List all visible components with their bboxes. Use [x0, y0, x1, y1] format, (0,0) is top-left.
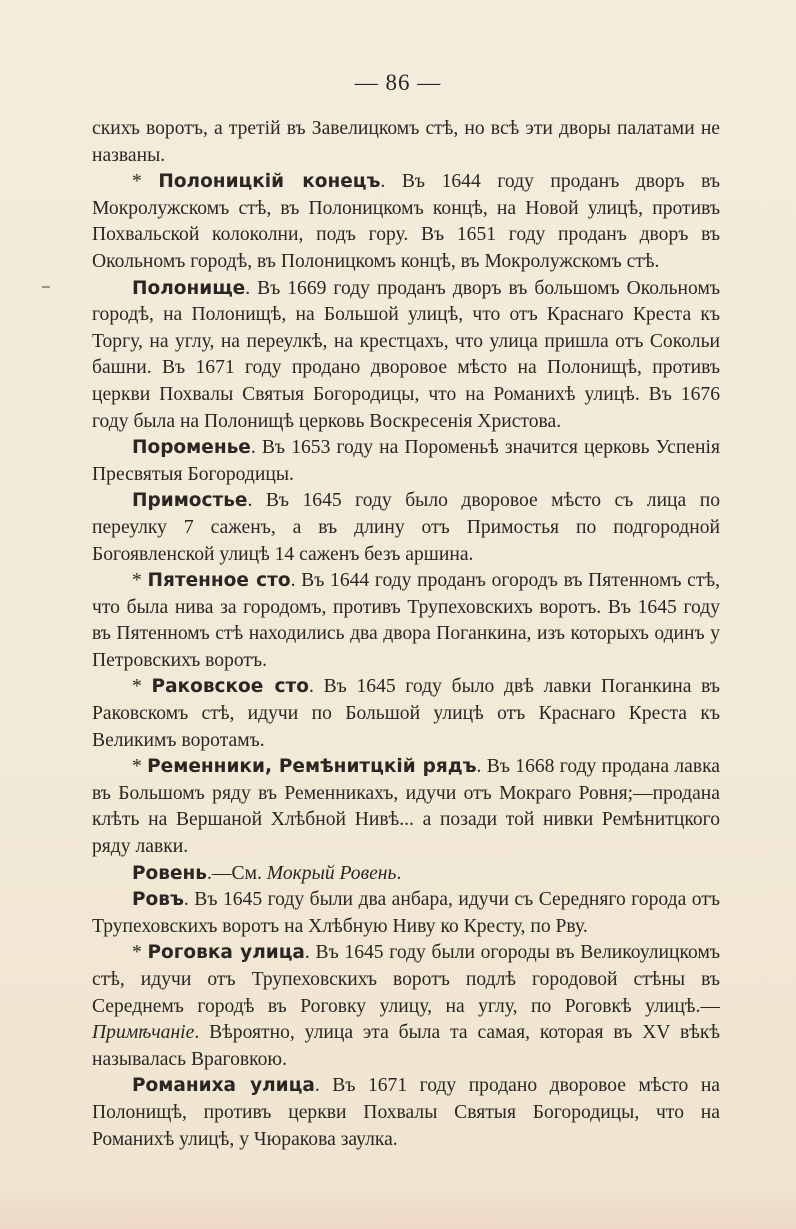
paragraph-text: *: [132, 942, 148, 964]
paper-edge-tint: [0, 1189, 796, 1229]
paragraph: [92, 169, 720, 275]
paragraph-text: . Въ 1644 году проданъ дворъ въ Мокролужскомъ стѣ, въ Полоницкомъ концѣ, на Новой улицѣ, противъ Похвальской колоколни, подъ гору. Въ 1651 году проданъ дворъ въ Окольномъ городѣ, въ Полоницкомъ концѣ, въ Мокролужскомъ стѣ.: [92, 171, 720, 272]
paragraph: [92, 1073, 720, 1153]
paragraph: [92, 276, 720, 436]
italic-reference: Примѣчаніе: [92, 1022, 195, 1044]
paragraph: [92, 488, 720, 568]
paragraph-text: *: [132, 171, 159, 193]
body-text: [92, 116, 720, 1153]
paragraph: [92, 940, 720, 1073]
entry-heading: Примостье: [132, 490, 248, 512]
paragraph: [92, 116, 720, 169]
entry-heading: Ровень: [132, 862, 208, 884]
paragraph-text: *: [132, 570, 148, 592]
entry-heading: Ровъ: [132, 889, 184, 911]
paragraph-text: *: [132, 676, 152, 698]
paragraph: [92, 861, 720, 888]
entry-heading: Ременники, Ремѣнитцкій рядъ: [147, 756, 477, 778]
paragraph-text: . Въ 1645 году были огороды въ Великоулицкомъ стѣ, идучи отъ Трупеховскихъ воротъ подлѣ городовой стѣны въ Середнемъ городѣ въ Роговку улицу, на углу, по Роговкѣ улицѣ.—: [92, 942, 720, 1017]
paragraph-text: .: [396, 862, 402, 884]
entry-heading: Раковское сто: [151, 676, 309, 698]
entry-heading: Полонище: [132, 277, 246, 299]
paragraph: [92, 435, 720, 488]
paragraph-text: . Въ 1644 году проданъ огородъ въ Пятенномъ стѣ, что была нива за городомъ, противъ Трупеховскихъ воротъ. Въ 1645 году въ Пятенномъ стѣ находились два двора Поганкина, изъ которыхъ одинъ у Петровскихъ воротъ.: [92, 570, 720, 671]
entry-heading: Романиха улица: [132, 1075, 315, 1097]
paragraph-text: скихъ воротъ, а третій въ Завелицкомъ стѣ, но всѣ эти дворы палатами не названы.: [92, 118, 720, 166]
paragraph-text: . Въ 1645 году были два анбара, идучи съ Середняго города отъ Трупеховскихъ воротъ на Хлѣбную Ниву ко Кресту, по Рву.: [92, 889, 720, 937]
paragraph-text: . Въ 1645 году было двѣ лавки Поганкина въ Раковскомъ стѣ, идучи по Большой улицѣ отъ Краснаго Креста къ Великимъ воротамъ.: [92, 676, 720, 751]
paragraph: [92, 887, 720, 940]
entry-heading: Пятенное сто: [147, 570, 291, 592]
paragraph-text: .—См.: [207, 862, 267, 884]
paragraph-text: . Въ 1645 году было дворовое мѣсто съ лица по переулку 7 саженъ, а въ длину отъ Примостья по подгородной Богоявленской улицѣ 14 саженъ безъ аршина.: [92, 490, 720, 565]
paragraph-text: . Въ 1669 году проданъ дворъ въ большомъ Окольномъ городѣ, на Полонищѣ, на Большой улицѣ, что отъ Краснаго Креста къ Торгу, на углу, на переулкѣ, на крестцахъ, что улица пришла отъ Сокольи башни. Въ 1671 году продано дворовое мѣсто на Полонищѣ, противъ церкви Похвалы Святыя Богородицы, что на Романихѣ улицѣ. Въ 1676 году была на Полонищѣ церковь Воскресенія Христова.: [92, 277, 720, 432]
page-number: — 86 —: [354, 70, 442, 95]
entry-heading: Полоницкій конецъ: [158, 171, 381, 193]
paragraph-text: *: [132, 756, 148, 778]
paragraph: [92, 674, 720, 754]
paragraph: [92, 568, 720, 674]
entry-heading: Роговка улица: [147, 942, 305, 964]
paragraph-text: . Въ 1671 году продано дворовое мѣсто на Полонищѣ, противъ церкви Похвалы Святыя Богородицы, что на Романихѣ улицѣ, у Чюракова заулка.: [92, 1075, 721, 1150]
paragraph: [92, 754, 720, 860]
italic-reference: Мокрый Ровень: [266, 862, 397, 884]
paragraph-text: . Вѣроятно, улица эта была та самая, которая въ XV вѣкѣ называлась Враговкою.: [92, 1022, 720, 1070]
margin-mark: [42, 286, 50, 288]
paragraph-text: . Въ 1653 году на Пороменьѣ значится церковь Успенія Пресвятыя Богородицы.: [92, 437, 720, 485]
entry-heading: Пороменье: [132, 437, 251, 459]
paragraph-text: . Въ 1668 году продана лавка въ Большомъ ряду въ Ременникахъ, идучи отъ Мокраго Ровня;—продана клѣть на Вершаной Хлѣбной Нивѣ... а позади той нивки Ремѣнитцкого ряду лавки.: [92, 756, 720, 858]
